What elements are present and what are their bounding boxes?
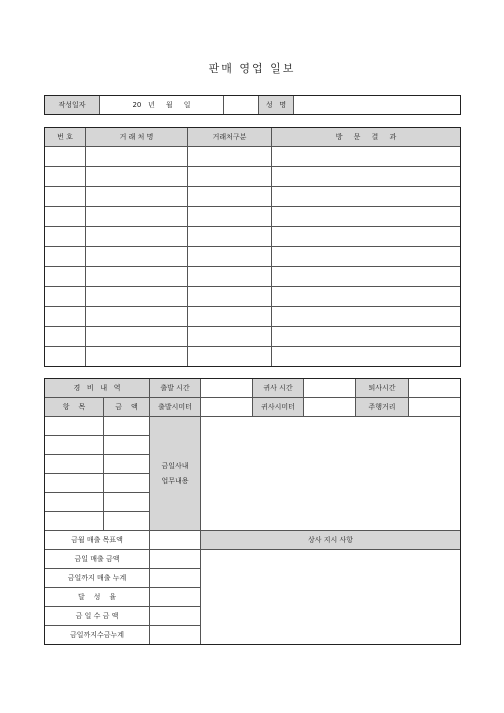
depart-meter-value[interactable]: [201, 398, 253, 417]
visit-row: [45, 247, 461, 267]
distance-label: 주행거리: [356, 398, 409, 417]
visit-client-name[interactable]: [86, 147, 188, 167]
header-blank: [224, 96, 259, 115]
col-client-type: 거래처구분: [188, 128, 272, 147]
visit-row: [45, 187, 461, 207]
expense-amount[interactable]: [104, 474, 150, 493]
visit-client-type[interactable]: [188, 267, 272, 287]
col-visit-result: 방 문 결 과: [272, 128, 461, 147]
expense-amount[interactable]: [104, 455, 150, 474]
today-collect-value[interactable]: [150, 607, 201, 626]
today-collect-label: 금 일 수 금 액: [45, 607, 150, 626]
visit-client-name[interactable]: [86, 247, 188, 267]
visit-client-name[interactable]: [86, 307, 188, 327]
visit-number[interactable]: [45, 307, 86, 327]
name-value[interactable]: [294, 96, 461, 115]
month-target-value[interactable]: [150, 531, 201, 550]
expense-item[interactable]: [45, 493, 104, 512]
today-work-content[interactable]: [201, 417, 461, 531]
visit-row: [45, 287, 461, 307]
visit-number[interactable]: [45, 267, 86, 287]
visit-client-type[interactable]: [188, 327, 272, 347]
leave-time-value[interactable]: [409, 379, 461, 398]
cum-sales-label: 금일까지 매출 누계: [45, 569, 150, 588]
expense-item[interactable]: [45, 455, 104, 474]
visit-client-name[interactable]: [86, 267, 188, 287]
visit-number[interactable]: [45, 247, 86, 267]
visit-client-name[interactable]: [86, 167, 188, 187]
visit-client-name[interactable]: [86, 207, 188, 227]
visit-client-name[interactable]: [86, 287, 188, 307]
return-meter-value[interactable]: [304, 398, 356, 417]
amount-label: 금 액: [104, 398, 150, 417]
visit-client-type[interactable]: [188, 307, 272, 327]
visit-client-name[interactable]: [86, 347, 188, 367]
today-work-label: 금일사내 업무내용: [150, 417, 201, 531]
visit-result[interactable]: [272, 187, 461, 207]
report-table: [44, 378, 461, 645]
expense-item[interactable]: [45, 436, 104, 455]
visit-client-type[interactable]: [188, 227, 272, 247]
expense-amount[interactable]: [104, 493, 150, 512]
visit-table: [44, 127, 461, 367]
expense-amount[interactable]: [104, 436, 150, 455]
depart-meter-label: 출발시미터: [150, 398, 201, 417]
item-label: 항 목: [45, 398, 104, 417]
leave-time-label: 퇴사시간: [356, 379, 409, 398]
visit-result[interactable]: [272, 247, 461, 267]
visit-row: [45, 347, 461, 367]
visit-client-name[interactable]: [86, 227, 188, 247]
visit-client-type[interactable]: [188, 147, 272, 167]
visit-row: [45, 327, 461, 347]
expense-item[interactable]: [45, 474, 104, 493]
visit-client-type[interactable]: [188, 187, 272, 207]
return-time-label: 귀사 시간: [253, 379, 304, 398]
supervisor-label: 상사 지시 사항: [201, 531, 461, 550]
cum-collect-label: 금일까지수금누계: [45, 626, 150, 645]
visit-number[interactable]: [45, 227, 86, 247]
date-value[interactable]: 20 년 월 일: [100, 96, 224, 115]
visit-number[interactable]: [45, 287, 86, 307]
return-time-value[interactable]: [304, 379, 356, 398]
supervisor-content[interactable]: [201, 550, 461, 645]
visit-client-name[interactable]: [86, 187, 188, 207]
visit-number[interactable]: [45, 167, 86, 187]
visit-client-type[interactable]: [188, 287, 272, 307]
visit-row: [45, 227, 461, 247]
visit-number[interactable]: [45, 327, 86, 347]
visit-client-type[interactable]: [188, 247, 272, 267]
visit-client-type[interactable]: [188, 347, 272, 367]
visit-number[interactable]: [45, 347, 86, 367]
cum-sales-value[interactable]: [150, 569, 201, 588]
today-sales-value[interactable]: [150, 550, 201, 569]
cum-collect-value[interactable]: [150, 626, 201, 645]
return-meter-label: 귀사시미터: [253, 398, 304, 417]
header-table: [44, 95, 461, 115]
visit-client-type[interactable]: [188, 207, 272, 227]
visit-result[interactable]: [272, 207, 461, 227]
visit-result[interactable]: [272, 347, 461, 367]
visit-result[interactable]: [272, 147, 461, 167]
expense-amount[interactable]: [104, 512, 150, 531]
date-label: 작성일자: [45, 96, 100, 115]
visit-row: [45, 207, 461, 227]
visit-row: [45, 307, 461, 327]
page-title: 판매 영업 일보: [208, 62, 296, 75]
visit-result[interactable]: [272, 287, 461, 307]
achievement-label: 달 성 율: [45, 588, 150, 607]
expense-item[interactable]: [45, 417, 104, 436]
name-label: 성 명: [259, 96, 294, 115]
expense-item[interactable]: [45, 512, 104, 531]
today-sales-label: 금일 매출 금액: [45, 550, 150, 569]
visit-result[interactable]: [272, 307, 461, 327]
visit-row: [45, 167, 461, 187]
distance-value[interactable]: [409, 398, 461, 417]
visit-number[interactable]: [45, 187, 86, 207]
visit-result[interactable]: [272, 267, 461, 287]
visit-number[interactable]: [45, 207, 86, 227]
visit-client-type[interactable]: [188, 167, 272, 187]
expense-amount[interactable]: [104, 417, 150, 436]
depart-time-value[interactable]: [201, 379, 253, 398]
visit-row: [45, 147, 461, 167]
col-number: 번 호: [45, 128, 86, 147]
visit-result[interactable]: [272, 327, 461, 347]
expense-header: 경 비 내 역: [45, 379, 150, 398]
month-target-label: 금월 매출 목표액: [45, 531, 150, 550]
visit-number[interactable]: [45, 147, 86, 167]
col-client-name: 거 래 처 명: [86, 128, 188, 147]
visit-client-name[interactable]: [86, 327, 188, 347]
depart-time-label: 출발 시간: [150, 379, 201, 398]
achievement-value[interactable]: [150, 588, 201, 607]
visit-result[interactable]: [272, 227, 461, 247]
visit-row: [45, 267, 461, 287]
visit-result[interactable]: [272, 167, 461, 187]
